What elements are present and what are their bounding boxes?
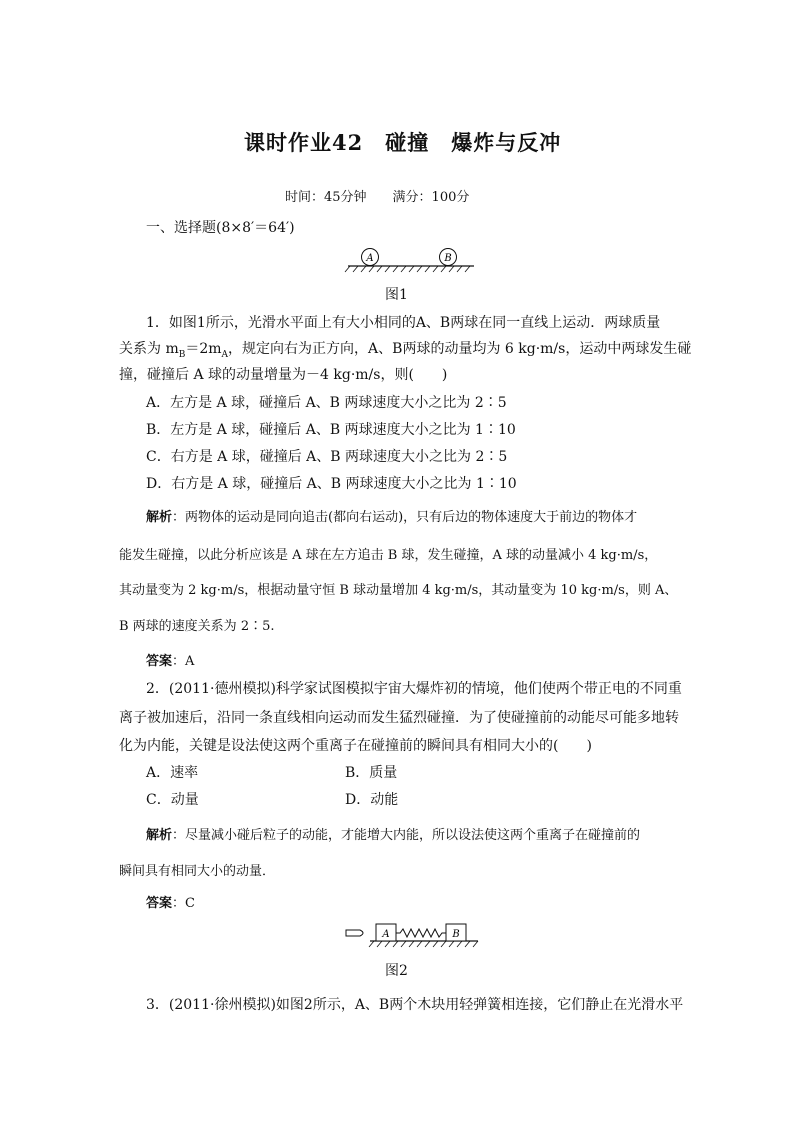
q2-line-3: 化为内能，关键是设法使这两个重离子在碰撞前的瞬间具有相同大小的( ) <box>119 738 592 754</box>
exam-meta: 时间：45分钟 满分：100分 <box>285 190 470 205</box>
fig1-ball-a-label: A <box>366 253 374 264</box>
page-title: 课时作业42 碰撞 爆炸与反冲 <box>244 130 562 155</box>
figure-1-caption: 图1 <box>385 287 408 303</box>
fig1-ball-b-label: B <box>444 253 452 264</box>
q2-analysis-line-2: 瞬间具有相同大小的动量． <box>119 864 276 879</box>
q1-line-2: 关系为 $m_B=2m_A$，规定向右为正方向，A、B两球的动量均为 6 kg·m/s，运动中两球发生碰 <box>119 341 692 360</box>
q1-analysis-line-1: 解析：两物体的运动是同向追击(都向右运动)，只有后边的物体速度大于前边的物体才 <box>146 510 638 525</box>
q2-analysis-label: 解析 <box>146 828 173 843</box>
figure-1-diagram <box>340 244 480 274</box>
fig2-block-b-label: B <box>452 929 460 940</box>
q1-option-b: B．左方是 A 球，碰撞后 A、B 两球速度大小之比为 1∶10 <box>146 422 516 438</box>
q1-option-d: D．右方是 A 球，碰撞后 A、B 两球速度大小之比为 1∶10 <box>146 476 517 492</box>
q2-line-2: 离子被加速后，沿同一条直线相向运动而发生猛烈碰撞．为了使碰撞前的动能尽可能多地转 <box>119 710 679 726</box>
q1-line-1: 1．如图1所示，光滑水平面上有大小相同的A、B两球在同一直线上运动．两球质量 <box>146 315 661 331</box>
q2-option-b: B．质量 <box>345 765 398 781</box>
figure-2-caption: 图2 <box>385 963 408 979</box>
q1-line-3: 撞，碰撞后 A 球的动量增量为－4 kg·m/s，则( ) <box>119 367 448 383</box>
q1-answer-label: 答案 <box>146 654 173 669</box>
q2-answer-label: 答案 <box>146 896 173 911</box>
q1-analysis-line-4: B 两球的速度关系为 2∶5. <box>119 619 275 634</box>
fig2-block-a-label: A <box>382 929 390 940</box>
section-heading: 一、选择题(8×8′＝64′) <box>146 220 295 236</box>
q1-analysis-line-2: 能发生碰撞，以此分析应该是 A 球在左方追击 B 球，发生碰撞，A 球的动量减小 4 kg·m/s， <box>119 548 658 563</box>
q2-option-a: A．速率 <box>146 765 199 781</box>
q1-option-c: C．右方是 A 球，碰撞后 A、B 两球速度大小之比为 2∶5 <box>146 449 508 465</box>
q1-analysis-label: 解析 <box>146 510 173 525</box>
q2-analysis-line-1: 解析：尽量减小碰后粒子的动能，才能增大内能，所以设法使这两个重离子在碰撞前的 <box>146 828 641 843</box>
q2-answer: 答案：C <box>146 896 195 911</box>
q1-option-a: A．左方是 A 球，碰撞后 A、B 两球速度大小之比为 2∶5 <box>146 395 507 411</box>
q2-option-d: D．动能 <box>345 792 399 808</box>
q2-line-1: 2．(2011·德州模拟)科学家试图模拟宇宙大爆炸初的情境，他们使两个带正电的不同重 <box>146 681 682 697</box>
q3-line-1: 3．(2011·徐州模拟)如图2所示，A、B两个木块用轻弹簧相连接，它们静止在光滑水平 <box>146 997 684 1013</box>
q1-analysis-line-3: 其动量变为 2 kg·m/s，根据动量守恒 B 球动量增加 4 kg·m/s，其动量变为 10 kg·m/s，则 A、 <box>119 583 678 598</box>
q1-answer: 答案：A <box>146 654 195 669</box>
figure-2-diagram <box>340 918 482 950</box>
q2-option-c: C．动量 <box>146 792 199 808</box>
